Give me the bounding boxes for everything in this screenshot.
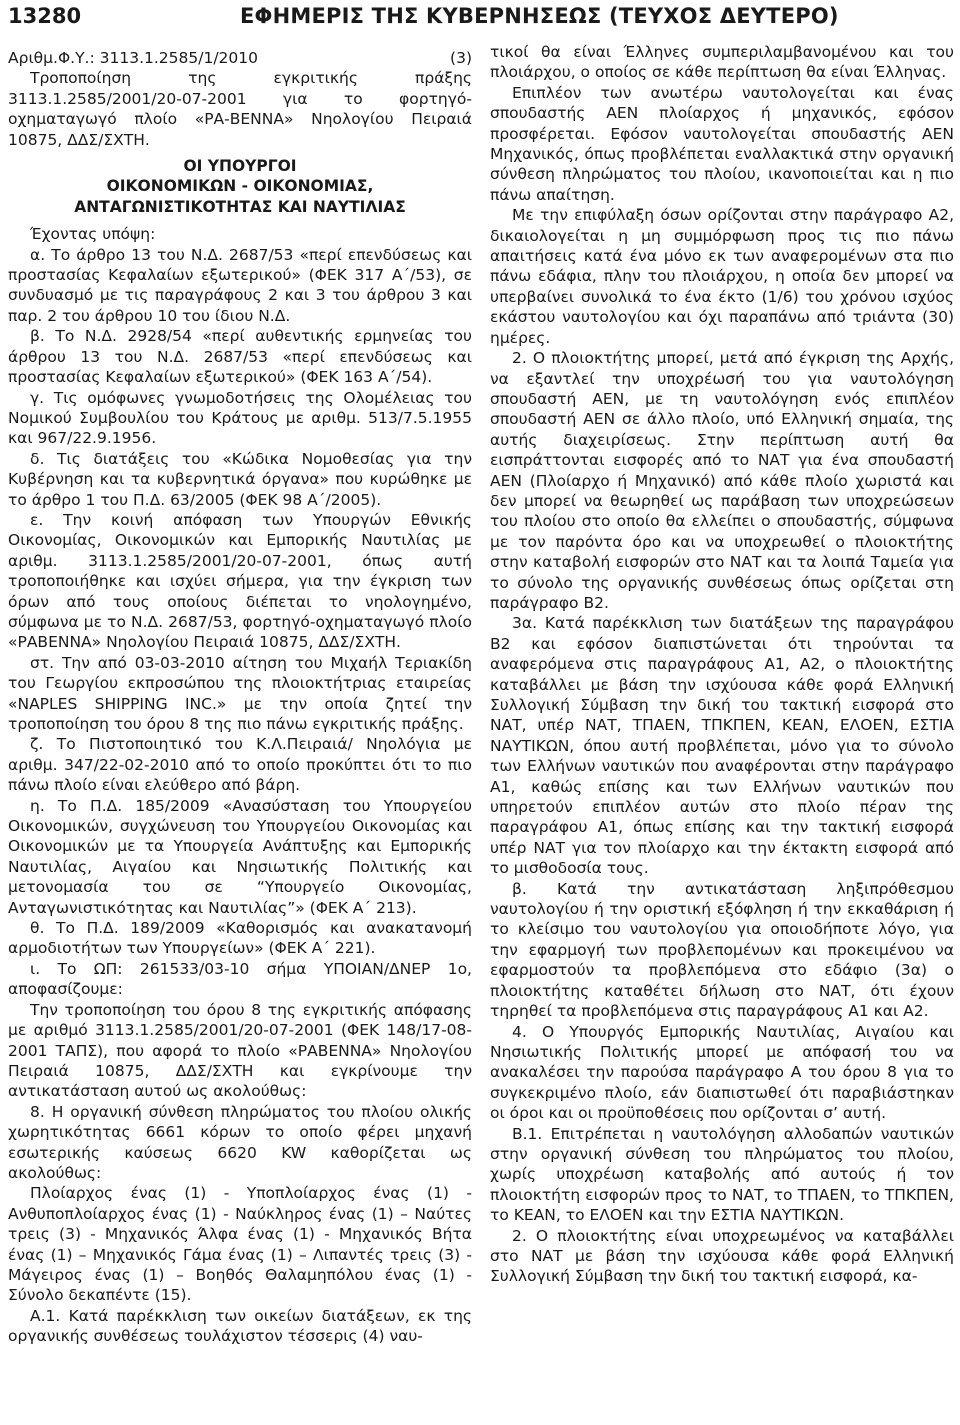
paragraph: στ. Την από 03-03-2010 αίτηση του Μιχαήλ Τεριακίδη του Γεωργίου εκπροσώπου της πλοιοκτήτριας εταιρείας «NAPLES SHIPPING INC.» με την οποία ζητεί την τροποποίηση του όρου 8 της πιο πάνω εγκριτικής πράξης. — [8, 653, 472, 733]
paragraph: Με την επιφύλαξη όσων ορίζονται στην παράγραφο Α2, δικαιολογείται η μη συμμόρφωση προς τις πιο πάνω απαιτήσεις κατά ένα μόνο εκ των αναφερομένων στα πιο πάνω εδάφια, πλην του πλοιάρχου, η οποία δεν μπορεί να υπερβαίνει συνολικά το ένα έκτο (1/6) του χρόνου ισχύος εκάστου ναυτολογίου και όχι παραπάνω από τριάντα (30) ημέρες. — [490, 206, 954, 347]
paragraph: α. Το άρθρο 13 του Ν.Δ. 2687/53 «περί επενδύσεως και προστασίας Κεφαλαίων εξωτερικού» (ΦΕΚ 317 Α΄/53), σε συνδυασμό με τις παραγράφους 2 και 3 του άρθρου 3 και παρ. 2 του άρθρου 10 του ίδιου Ν.Δ. — [8, 245, 472, 325]
authority-heading-1: ΟΙ ΥΠΟΥΡΓΟΙ — [183, 157, 297, 176]
paragraph: 8. Η οργανική σύνθεση πληρώματος του πλοίου ολικής χωρητικότητας 6661 κόρων το οποίο φέρει μηχανή εσωτερικής καύσεως 6620 KW καθορίζεται ως ακολούθως: — [8, 1102, 472, 1182]
decision-subject: Τροποποίηση της εγκριτικής πράξης 3113.1.2585/2001/20-07-2001 για το φορτηγό-οχηματαγωγό πλοίο «ΡΑ-ΒΕΝΝΑ» Νηολογίου Πειραιά 10875, ΔΔΣ/ΣΧΤΗ. — [8, 69, 472, 149]
paragraph: ε. Την κοινή απόφαση των Υπουργών Εθνικής Οικονομίας, Οικονομικών και Εμπορικής Ναυτιλίας με αριθμ. 3113.1.2585/2001/20-07-2001, όπως αυτή τροποποιήθηκε και ισχύει σήμερα, για την έγκριση των όρων από τους οποίους διέπεται το νηολογημένο, σύμφωνα με το Ν.Δ. 2687/53, φορτηγό-οχηματαγωγό πλοίο «ΡΑΒΕΝΝΑ» Νηολογίου Πειραιά 10875, ΔΔΣ/ΣΧΤΗ. — [8, 510, 472, 652]
paragraph: β. Το Ν.Δ. 2928/54 «περί αυθεντικής ερμηνείας του άρθρου 13 του Ν.Δ. 2687/53 «περί επενδύσεως και προστασίας Κεφαλαίων εξωτερικού» (ΦΕΚ 163 Α΄/54). — [8, 327, 472, 387]
decision-reference: Αριθμ.Φ.Υ.: 3113.1.2585/1/2010 — [8, 49, 258, 67]
paragraph: θ. Το Π.Δ. 189/2009 «Καθορισμός και ανακατανομή αρμοδιοτήτων των Υπουργείων» (ΦΕΚ Α΄ 221). — [8, 919, 472, 958]
left-column — [8, 42, 472, 1347]
paragraph: Α.1. Κατά παρέκκλιση των οικείων διατάξεων, εκ της οργανικής συνθέσεως τουλάχιστον τέσσερις (4) ναυ- — [8, 1306, 472, 1346]
paragraph: η. Το Π.Δ. 185/2009 «Ανασύσταση του Υπουργείου Οικονομικών, συγχώνευση του Υπουργείου Οικονομίας και Οικονομικών με τα Υπουργεία Ανάπτυξης και Εμπορικής Ναυτιλίας, Αιγαίου και Νησιωτικής Πολιτικής και μετονομασία του σε “Υπουργείο Οικονομίας, Ανταγωνιστικότητας και Ναυτιλίας”» (ΦΕΚ Α΄ 213). — [8, 796, 472, 917]
paragraph: Την τροποποίηση του όρου 8 της εγκριτικής απόφασης με αριθμό 3113.1.2585/2001/20-07-2001 (ΦΕΚ 148/17-08-2001 ΤΑΠΣ), που αφορά το πλοίο «ΡΑΒΕΝΝΑ» Νηολογίου Πειραιά 10875, ΔΔΣ/ΣΧΤΗ και εγκρίνουμε την αντικατάσταση αυτού ως ακολούθως: — [8, 1000, 472, 1101]
paragraph: 3α. Κατά παρέκκλιση των διατάξεων της παραγράφου Β2 και εφόσον διαπιστώνεται ότι τηρούνται τα αναφερόμενα στις παραγράφους Α1, Α2, ο πλοιοκτήτης καταβάλλει με βάση την ισχύουσα κάθε φορά Ελληνική Συλλογική Σύμβαση την δική του τακτική εισφορά στο ΝΑΤ, υπέρ ΝΑΤ, ΤΠΑΕΝ, ΤΠΚΠΕΝ, ΚΕΑΝ, ΕΛΟΕΝ, ΕΣΤΙΑ ΝΑΥΤΙΚΩΝ, όπου αυτή προβλέπεται, μόνο για το σύνολο των Ελλήνων ναυτικών που αναφέρονται στην παράγραφο Α1, καθώς επίσης και των Ελλήνων ναυτικών που υπηρετούν επιπλέον αυτών στο πλοίο πέραν της παραγράφου Α1, όπως επίσης και την τακτική εισφορά υπέρ ΝΑΤ για τον πλοίαρχο και την έκτακτη εισφορά από το μισθοδοσία τους. — [490, 614, 954, 878]
paragraph: ι. Το ΩΠ: 261533/03-10 σήμα ΥΠΟΙΑΝ/ΔΝΕΡ 1ο, αποφασίζουμε: — [8, 959, 472, 999]
authority-heading-3: ΑΝΤΑΓΩΝΙΣΤΙΚΟΤΗΤΑΣ ΚΑΙ ΝΑΥΤΙΛΙΑΣ — [74, 197, 406, 216]
paragraph: δ. Τις διατάξεις του «Κώδικα Νομοθεσίας για την Κυβέρνηση και τα κυβερνητικά όργανα» που κυρώθηκε με το άρθρο 1 του Π.Δ. 63/2005 (ΦΕΚ 98 Α΄/2005). — [8, 449, 472, 509]
page-number: 13280 — [8, 4, 82, 28]
decision-number: (3) — [450, 49, 472, 67]
paragraph: 4. Ο Υπουργός Εμπορικής Ναυτιλίας, Αιγαίου και Νησιωτικής Πολιτικής μπορεί με απόφασή του να ανακαλέσει την παρούσα παράγραφο Α του όρου 8 για το συγκεκριμένο πλοίο, εάν διαπιστωθεί ότι παραβιάστηκαν οι όροι και οι προϋποθέσεις που ορίζονται σ’ αυτή. — [490, 1022, 954, 1123]
paragraph: 2. Ο πλοιοκτήτης είναι υποχρεωμένος να καταβάλλει στο ΝΑΤ με βάση την ισχύουσα κάθε φορά Ελληνική Συλλογική Σύμβαση την δική του τακτική εισφορά, κα- — [490, 1226, 954, 1286]
right-column — [490, 42, 954, 1287]
journal-title: ΕΦΗΜΕΡΙΣ ΤΗΣ ΚΥΒΕΡΝΗΣΕΩΣ (ΤΕΥΧΟΣ ΔΕΥΤΕΡΟ) — [240, 4, 839, 28]
paragraph: Β.1. Επιτρέπεται η ναυτολόγηση αλλοδαπών ναυτικών στην οργανική σύνθεση του πληρώματος του πλοίου, χωρίς υποχρέωση καταβολής από αυτούς ή τον πλοιοκτήτη εισφορών προς το ΝΑΤ, το ΤΠΑΕΝ, το ΤΠΚΠΕΝ, το ΚΕΑΝ, το ΕΛΟΕΝ και την ΕΣΤΙΑ ΝΑΥΤΙΚΩΝ. — [490, 1124, 954, 1225]
authority-heading-2: ΟΙΚΟΝΟΜΙΚΩΝ - ΟΙΚΟΝΟΜΙΑΣ, — [106, 177, 374, 196]
page-header — [0, 0, 960, 40]
paragraph: ζ. Το Πιστοποιητικό του Κ.Λ.Πειραιά/ Νηολόγια με αριθμ. 347/22-02-2010 από το οποίο προκύπτει ότι το πιο πάνω πλοίο είναι ελεύθερο από βάρη. — [8, 735, 472, 795]
paragraph: β. Κατά την αντικατάσταση ληξιπρόθεσμου ναυτολογίου ή την οριστική εξόφληση ή την εκκαθάριση ή το κλείσιμο του ναυτολογίου για οποιοδήποτε λόγο, για την εφαρμογή των προβλεπομένων και προκειμένου να εφαρμοστούν τα προβλεπόμενα στο εδάφιο (3α) ο πλοιοκτήτης καταθέτει δήλωση στο ΝΑΤ, ότι έχουν τηρηθεί τα προβλεπόμενα στις παραγράφους Α1 και Α2. — [490, 879, 954, 1021]
paragraph: 2. Ο πλοιοκτήτης μπορεί, μετά από έγκριση της Αρχής, να εξαντλεί την υποχρέωσή του για ναυτολόγηση σπουδαστή ΑΕΝ, με τη ναυτολόγηση ενός επιπλέον σπουδαστή ΑΕΝ σε άλλο πλοίο, υπό Ελληνική σημαία, της αυτής διαχειρίσεως. Στην περίπτωση αυτή θα εισπράττονται εισφορές από το ΝΑΤ για ένα σπουδαστή ΑΕΝ (Πλοίαρχο ή Μηχανικό) από κάθε πλοίο χωριστά και δεν μπορεί να θεωρηθεί ως παράβαση των υποχρεώσεων του πλοίου στο οποίο θα ελλείπει ο σπουδαστής, σύμφωνα με τον παρόντα όρο και να υποχρεωθεί ο πλοιοκτήτης στην καταβολή εισφορών στο ΝΑΤ και τα λοιπά Ταμεία για το σύνολο της οργανικής συνθέσεως όπως ορίζεται στη παράγραφο Β2. — [490, 349, 954, 612]
paragraph: Έχοντας υπόψη: — [30, 225, 156, 244]
paragraph: γ. Τις ομόφωνες γνωμοδοτήσεις της Ολομέλειας του Νομικού Συμβουλίου του Κράτους με αριθμ. 513/7.5.1955 και 967/22.9.1956. — [8, 388, 472, 448]
paragraph: τικοί θα είναι Έλληνες συμπεριλαμβανομένου και του πλοιάρχου, ο οποίος σε κάθε περίπτωση θα είναι Έλληνας. — [490, 43, 954, 82]
paragraph: Επιπλέον των ανωτέρω ναυτολογείται και ένας σπουδαστής ΑΕΝ πλοίαρχος ή μηχανικός, εφόσον προσφέρεται. Εφόσον ναυτολογείται σπουδαστής ΑΕΝ Μηχανικός, όπως προβλέπεται εναλλακτικά στην οργανική σύνθεση πληρώματος του πλοίου, ικανοποιείται και η πιο πάνω απαίτηση. — [490, 83, 954, 204]
decision-reference-line — [8, 48, 472, 68]
paragraph: Πλοίαρχος ένας (1) - Υποπλοίαρχος ένας (1) - Ανθυποπλοίαρχος ένας (1) - Ναύκληρος ένας (1) – Ναύτες τρεις (3) - Μηχανικός Άλφα ένας (1) - Μηχανικός Βήτα ένας (1) – Μηχανικός Γάμα ένας (1) – Λιπαντές τρεις (3) - Μάγειρος ένας (1) – Βοηθός Θαλαμηπόλου ένας (1) - Σύνολο δεκαπέντε (15). — [8, 1184, 472, 1305]
